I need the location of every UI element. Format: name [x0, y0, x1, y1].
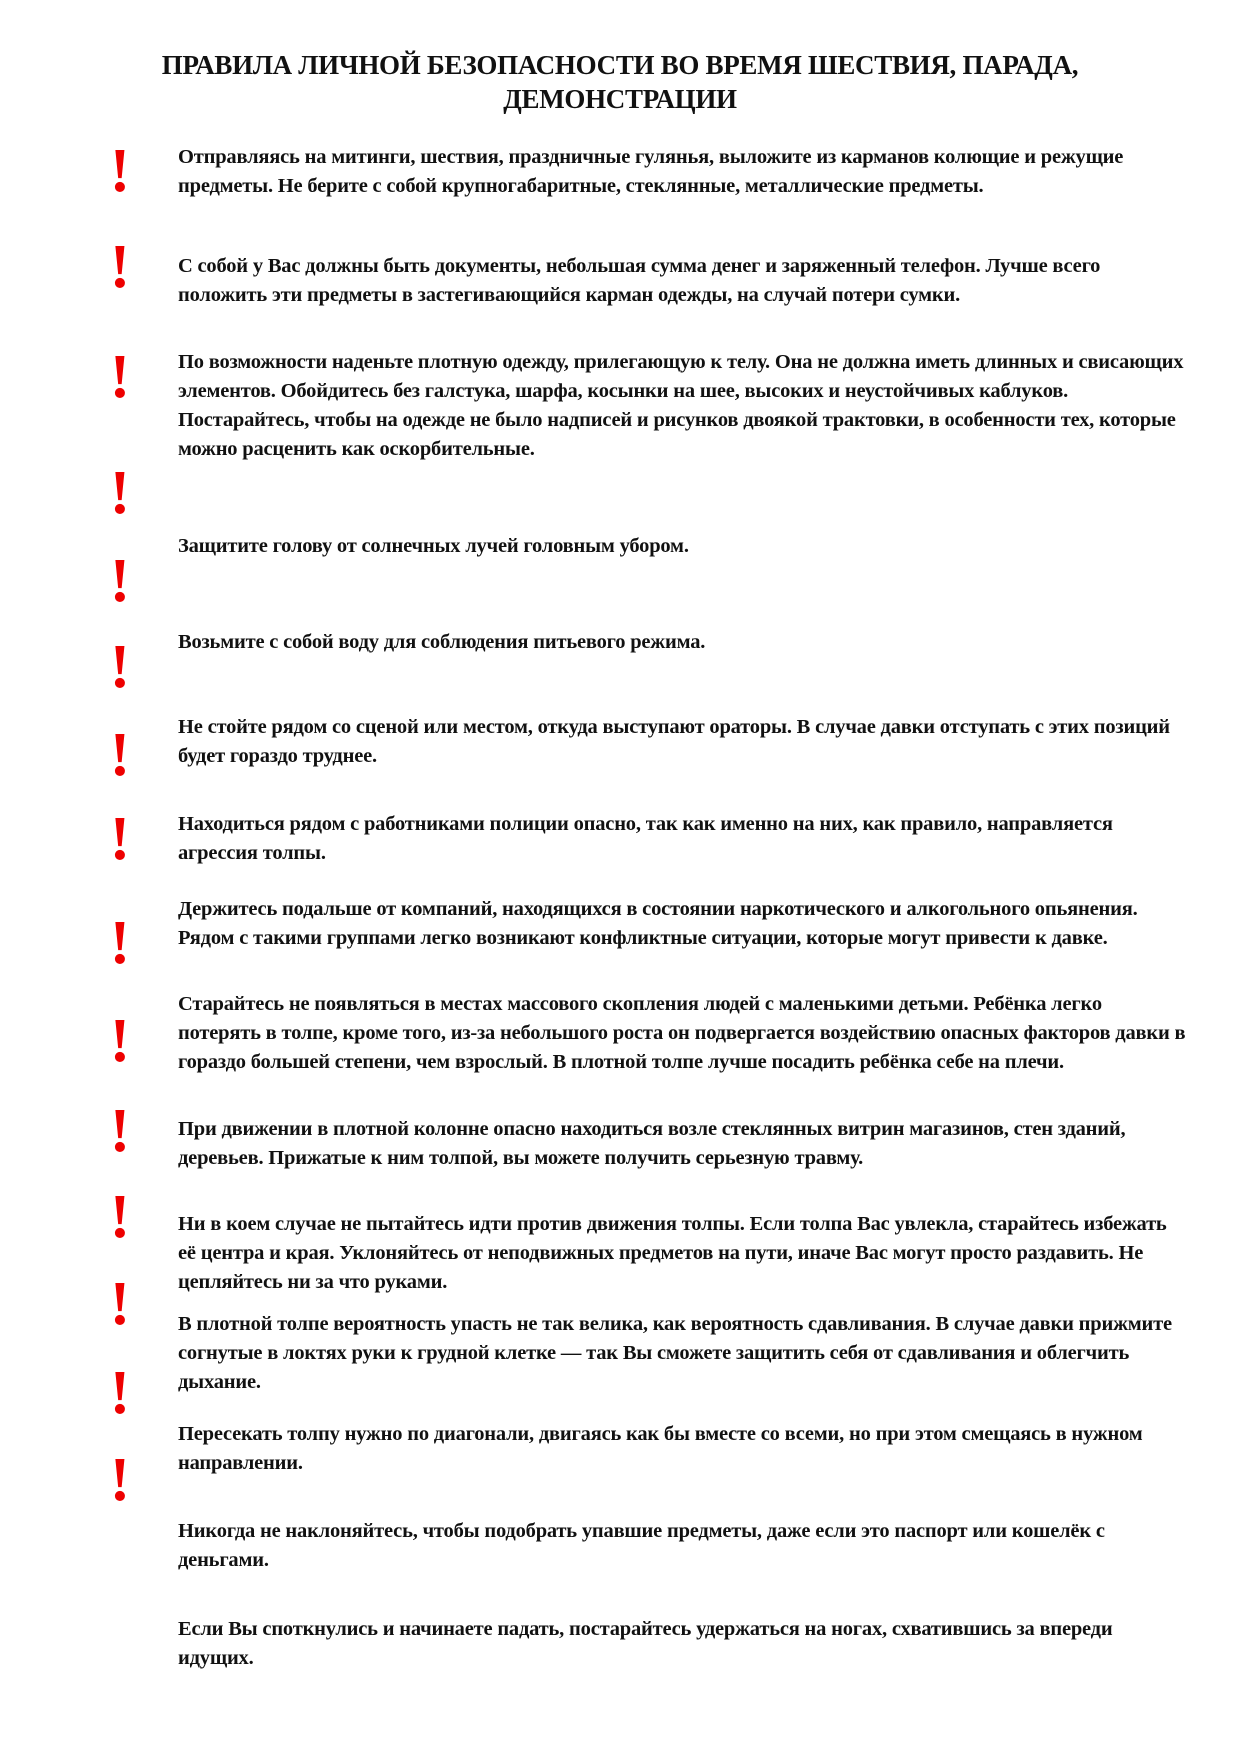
rule-text: В плотной толпе вероятность упасть не так велика, как вероятность сдавливания. В случае давки прижмите согнутые в локтях руки к грудной клетке — так Вы сможете защитить себя от сдавливания и облегчить дыхание. — [178, 1313, 1172, 1393]
rule-text: Возьмите с собой воду для соблюдения питьевого режима. — [178, 631, 706, 653]
rule-text: Находиться рядом с работниками полиции опасно, так как именно на них, как правило, направляется агрессия толпы. — [178, 813, 1113, 864]
rule-text: По возможности наденьте плотную одежду, прилегающую к телу. Она не должна иметь длинных и свисающих элементов. Обойдитесь без галстука, шарфа, косынки на шее, высоких и неустойчивых каблуков. Постарайтесь, чтобы на одежде не было надписей и рисунков двоякой трактовки, в особенности тех, которые можно расценить как оскорбительные. — [178, 351, 1184, 460]
rule-text: Если Вы споткнулись и начинаете падать, постарайтесь удержаться на ногах, схватившись за впереди идущих. — [178, 1618, 1113, 1669]
exclamation-icon: ! — [109, 805, 131, 873]
exclamation-icon: ! — [109, 1007, 131, 1075]
exclamation-icon: ! — [109, 1446, 131, 1514]
rule-text: Не стойте рядом со сценой или местом, откуда выступают ораторы. В случае давки отступать с этих позиций будет гораздо труднее. — [178, 716, 1170, 767]
exclamation-icon: ! — [109, 343, 131, 411]
exclamation-icon: ! — [109, 547, 131, 615]
rule-text: Никогда не наклоняйтесь, чтобы подобрать упавшие предметы, даже если это паспорт или кошелёк с деньгами. — [178, 1520, 1105, 1571]
rule-text: Держитесь подальше от компаний, находящихся в состоянии наркотического и алкогольного опьянения. Рядом с такими группами легко возникают конфликтные ситуации, которые могут привести к давке. — [178, 898, 1138, 949]
exclamation-icon: ! — [109, 909, 131, 977]
rule-text: Ни в коем случае не пытайтесь идти против движения толпы. Если толпа Вас увлекла, старайтесь избежать её центра и края. Уклоняйтесь от неподвижных предметов на пути, иначе Вас могут просто раздавить. Не цепляйтесь ни за что руками. — [178, 1213, 1167, 1293]
exclamation-icon: ! — [109, 137, 131, 205]
rule-text: При движении в плотной колонне опасно находиться возле стеклянных витрин магазинов, стен зданий, деревьев. Прижатые к ним толпой, вы можете получить серьезную травму. — [178, 1118, 1126, 1169]
rule-text: Старайтесь не появляться в местах массового скопления людей с маленькими детьми. Ребёнка легко потерять в толпе, кроме того, из-за небольшого роста он подвергается воздействию опасных факторов давки в гораздо большей степени, чем взрослый. В плотной толпе лучше посадить ребёнка себе на плечи. — [178, 993, 1186, 1073]
exclamation-icon: ! — [109, 233, 131, 301]
exclamation-icon: ! — [109, 1183, 131, 1251]
exclamation-icon: ! — [109, 721, 131, 789]
rule-text: Пересекать толпу нужно по диагонали, двигаясь как бы вместе со всеми, но при этом смещаясь в нужном направлении. — [178, 1423, 1143, 1474]
exclamation-icon: ! — [109, 1270, 131, 1338]
exclamation-icon: ! — [109, 459, 131, 527]
rule-text: С собой у Вас должны быть документы, небольшая сумма денег и заряженный телефон. Лучше всего положить эти предметы в застегивающийся карман одежды, на случай потери сумки. — [178, 255, 1101, 306]
page-title — [80, 48, 1160, 116]
exclamation-icon: ! — [109, 1359, 131, 1427]
rule-text: Защитите голову от солнечных лучей головным убором. — [178, 535, 689, 557]
rule-text: Отправляясь на митинги, шествия, праздничные гулянья, выложите из карманов колющие и режущие предметы. Не берите с собой крупногабаритные, стеклянные, металлические предметы. — [178, 146, 1124, 197]
exclamation-icon: ! — [109, 633, 131, 701]
title-line-2: ДЕМОНСТРАЦИИ — [503, 84, 737, 114]
exclamation-icon: ! — [109, 1097, 131, 1165]
title-line-1: ПРАВИЛА ЛИЧНОЙ БЕЗОПАСНОСТИ ВО ВРЕМЯ ШЕСТВИЯ, ПАРАДА, — [161, 50, 1079, 80]
